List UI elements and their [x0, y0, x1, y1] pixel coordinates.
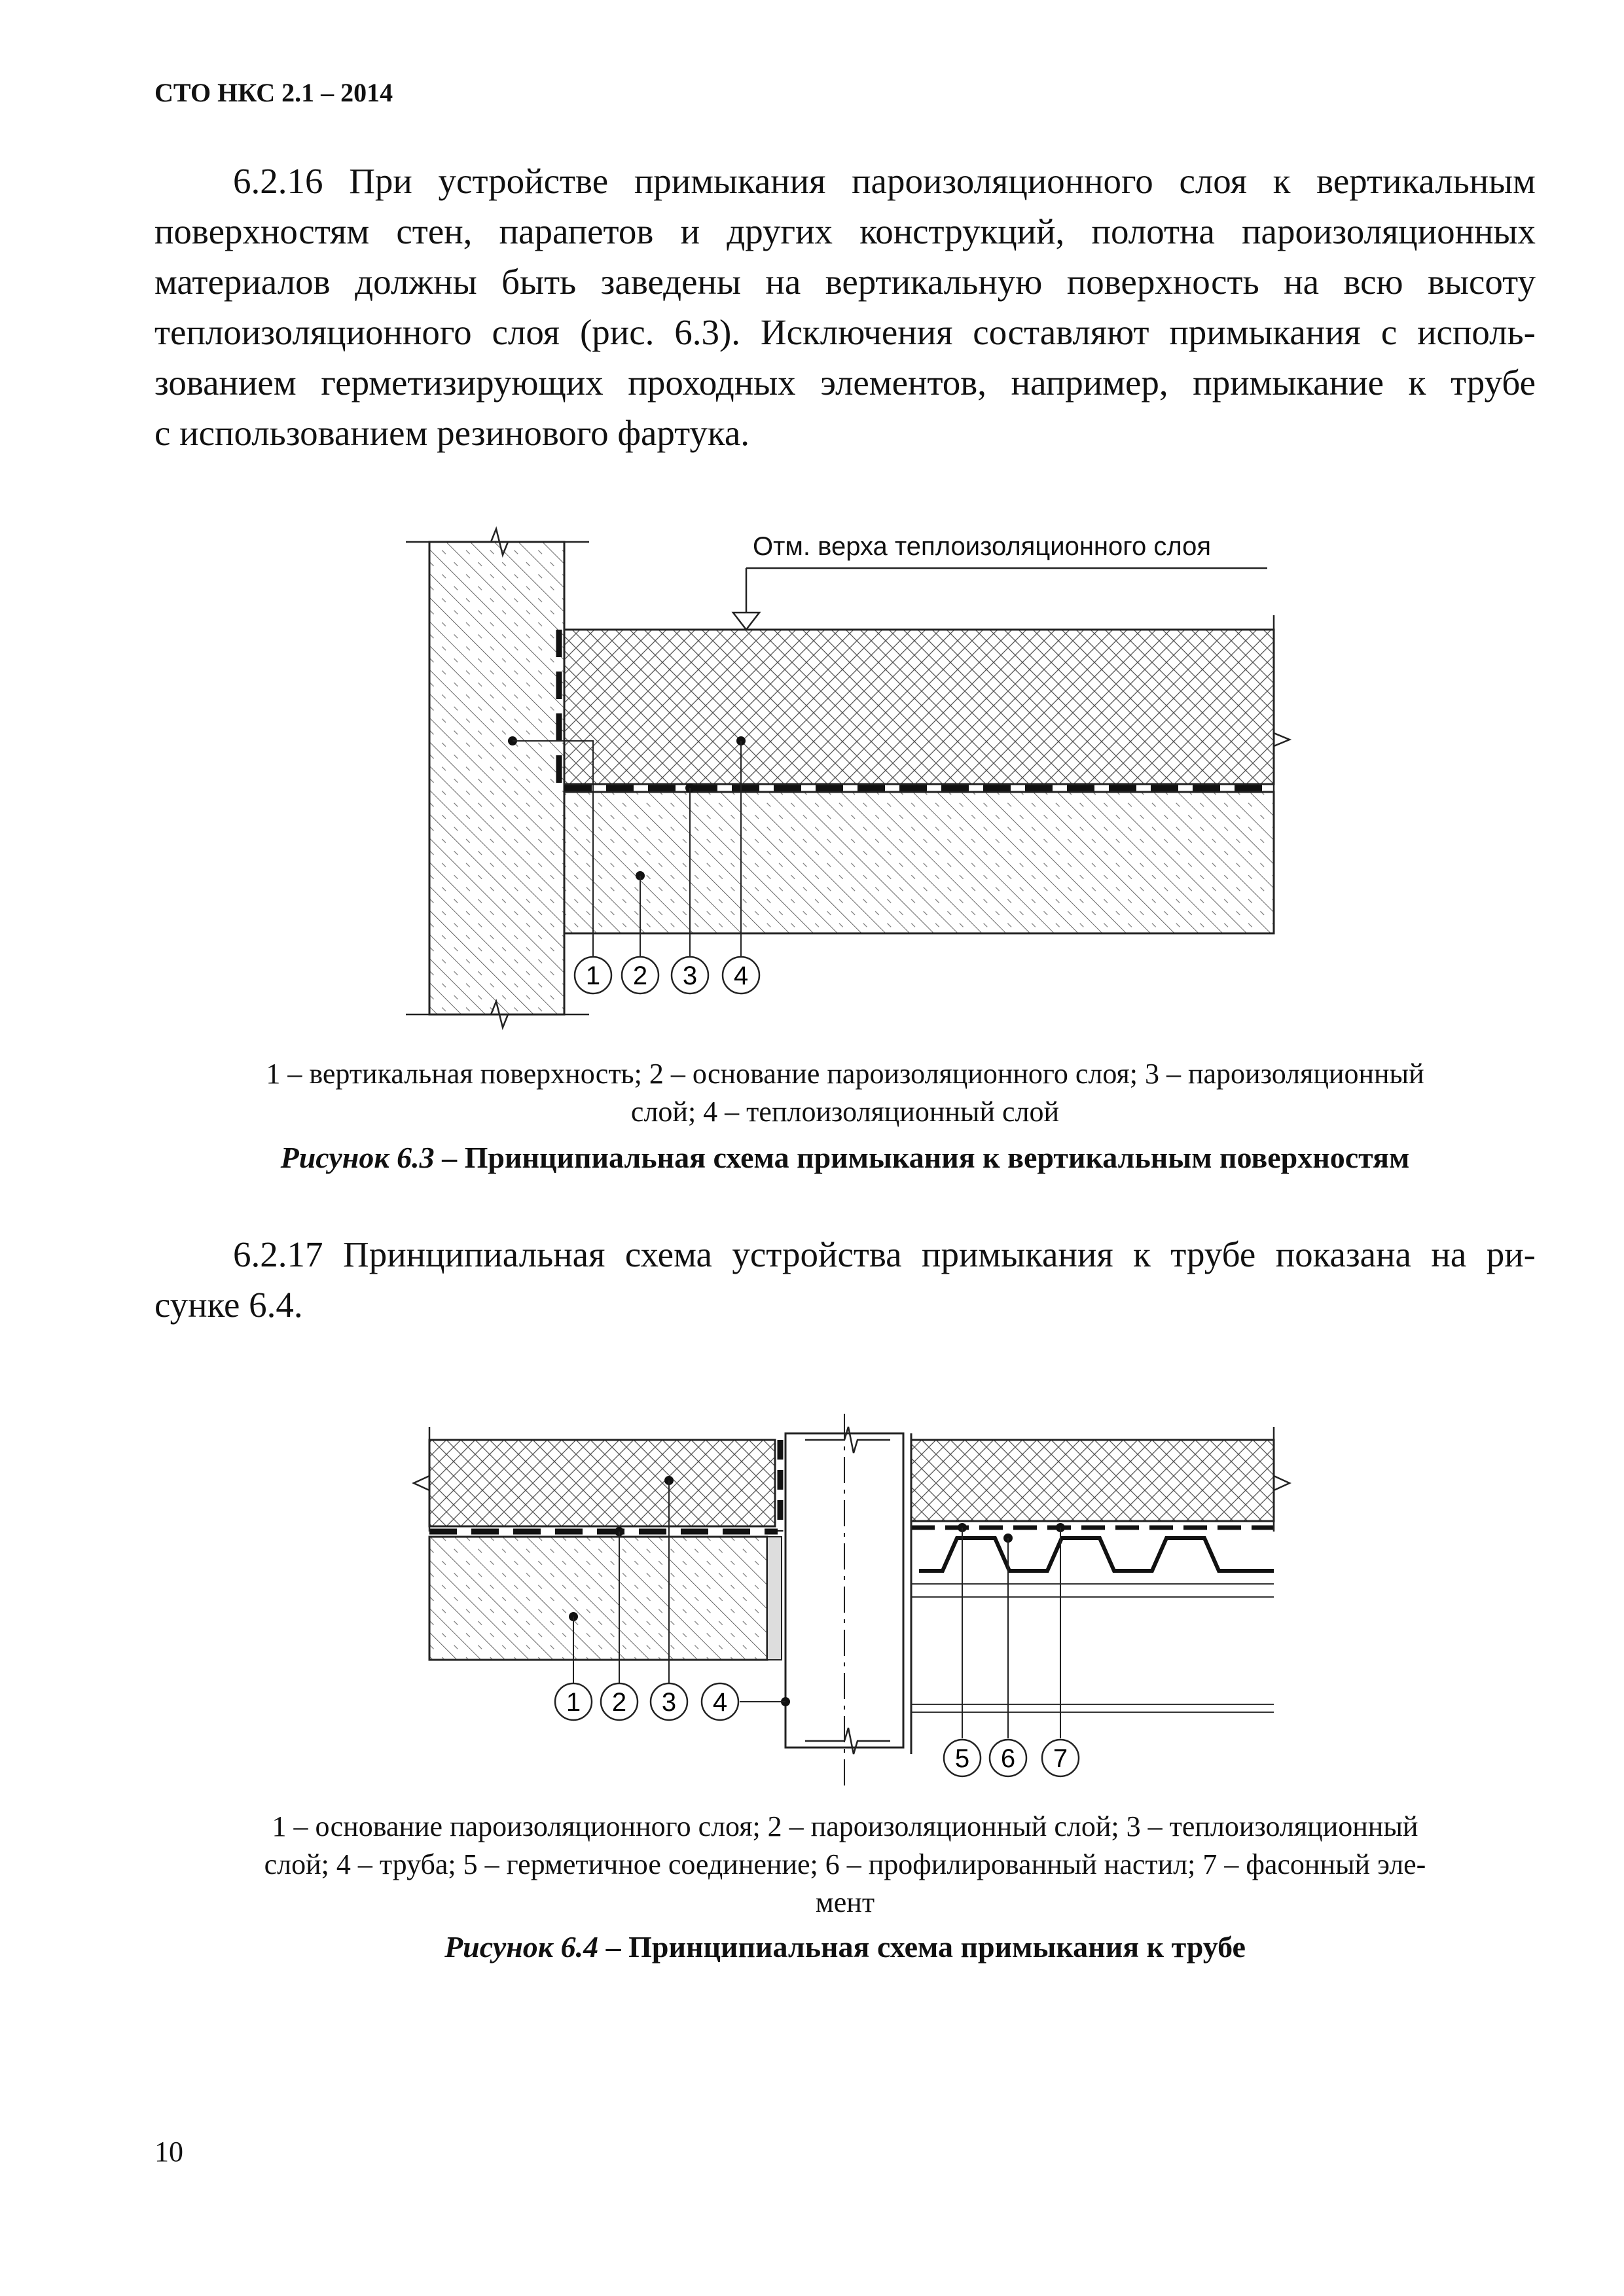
figure-6-4-drawing — [0, 1407, 1624, 1800]
document-code-header: СТО НКС 2.1 – 2014 — [154, 78, 393, 107]
figure-number: Рисунок 6.3 — [280, 1141, 435, 1174]
svg-text:3: 3 — [661, 1688, 677, 1717]
svg-text:1: 1 — [566, 1688, 581, 1717]
paragraph-line: с использованием резинового фартука. — [154, 413, 750, 453]
thermal-insulation-layer — [564, 630, 1274, 784]
paragraph-line: теплоизоляционного слоя (рис. 6.3). Исключения составляют примыкания с исполь- — [154, 312, 1536, 352]
legend-line: мент — [815, 1886, 875, 1918]
marker-2 — [601, 1683, 638, 1720]
break-mark — [1274, 615, 1290, 798]
thermal-insulation-layer — [911, 1440, 1274, 1521]
marker-4 — [702, 1683, 738, 1720]
svg-text:2: 2 — [611, 1688, 627, 1717]
svg-text:2: 2 — [632, 961, 648, 990]
marker-5 — [944, 1740, 981, 1776]
svg-text:7: 7 — [1053, 1744, 1068, 1773]
paragraph-6-2-16 — [154, 156, 1536, 458]
svg-text:3: 3 — [682, 961, 698, 990]
break-mark — [805, 1427, 890, 1453]
paragraph-line: зованием герметизирующих проходных элементов, например, примыкание к трубе — [154, 363, 1536, 403]
figure-6-3-legend — [154, 1055, 1536, 1131]
break-mark — [805, 1728, 890, 1754]
title-separator: – — [598, 1930, 629, 1964]
legend-line: 1 – вертикальная поверхность; 2 – основание пароизоляционного слоя; 3 – пароизоляционный — [266, 1058, 1424, 1090]
break-mark — [1274, 1427, 1290, 1532]
svg-text:5: 5 — [954, 1744, 970, 1773]
marker-2 — [622, 957, 659, 994]
figure-caption-text: Принципиальная схема примыкания к вертикальным поверхностям — [464, 1141, 1410, 1174]
title-separator: – — [434, 1141, 465, 1174]
break-mark — [414, 1427, 429, 1532]
figure-caption-text: Принципиальная схема примыкания к трубе — [628, 1930, 1246, 1964]
svg-text:4: 4 — [733, 961, 749, 990]
elevation-leader — [733, 613, 759, 630]
marker-3 — [672, 957, 708, 994]
page-number: 10 — [154, 2136, 183, 2168]
legend-line: слой; 4 – теплоизоляционный слой — [630, 1096, 1060, 1128]
svg-text:6: 6 — [1000, 1744, 1016, 1773]
figure-6-3-title — [154, 1140, 1536, 1175]
marker-6 — [990, 1740, 1026, 1776]
figure-6-3-drawing — [0, 511, 1624, 1047]
marker-7 — [1042, 1740, 1079, 1776]
thermal-insulation-layer — [429, 1440, 775, 1526]
figure-number: Рисунок 6.4 — [444, 1930, 599, 1964]
svg-text:4: 4 — [712, 1688, 728, 1717]
marker-1 — [555, 1683, 592, 1720]
marker-1 — [575, 957, 611, 994]
marker-4 — [723, 957, 759, 994]
legend-line: 1 – основание пароизоляционного слоя; 2 – пароизоляционный слой; 3 – теплоизоляционный — [272, 1810, 1418, 1842]
paragraph-line: 6.2.16 При устройстве примыкания пароизоляционного слоя к вертикальным — [233, 161, 1536, 201]
paragraph-line: 6.2.17 Принципиальная схема устройства примыкания к трубе показана на ри- — [233, 1234, 1536, 1274]
marker-3 — [651, 1683, 687, 1720]
wall-section — [429, 542, 564, 1014]
slab-base — [564, 792, 1274, 933]
vapor-barrier-base — [429, 1537, 767, 1660]
paragraph-6-2-17 — [154, 1229, 1536, 1330]
pipe-seal-fill — [767, 1537, 782, 1660]
paragraph-line: поверхностям стен, парапетов и других конструкций, полотна пароизоляционных — [154, 211, 1536, 251]
paragraph-line: материалов должны быть заведены на вертикальную поверхность на всю высоту — [154, 262, 1536, 302]
figure-6-4-legend — [154, 1808, 1536, 1922]
paragraph-line: сунке 6.4. — [154, 1285, 303, 1325]
legend-line: слой; 4 – труба; 5 – герметичное соединение; 6 – профилированный настил; 7 – фасонный эле- — [264, 1848, 1426, 1880]
profiled-deck — [919, 1538, 1274, 1571]
elevation-label: Отм. верха теплоизоляционного слоя — [753, 532, 1212, 561]
figure-6-4-title — [154, 1929, 1536, 1964]
svg-text:1: 1 — [585, 961, 601, 990]
